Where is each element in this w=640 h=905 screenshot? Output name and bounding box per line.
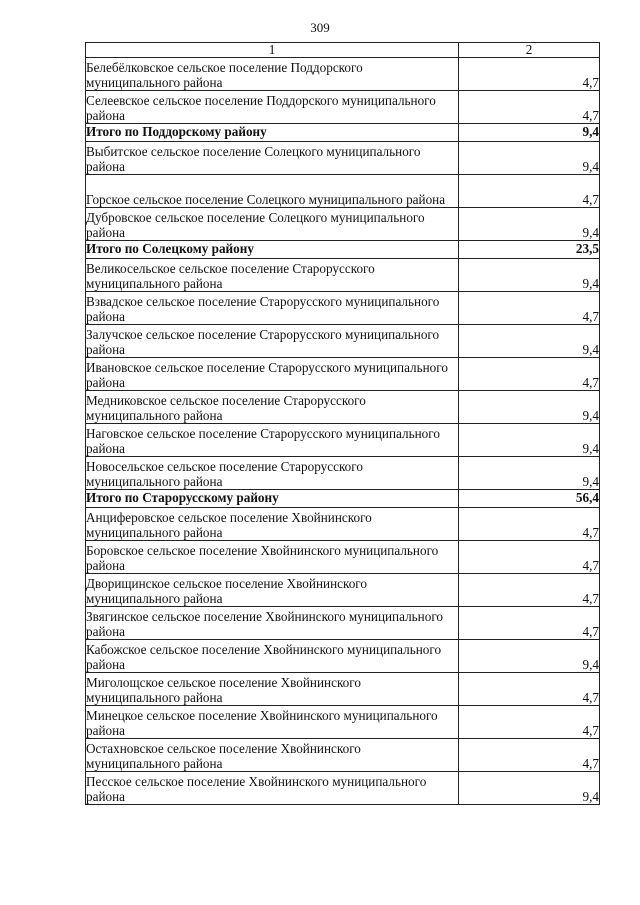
value-cell: 9,4 <box>459 772 600 805</box>
value-cell: 9,4 <box>459 142 600 175</box>
table-row <box>86 607 600 640</box>
table-row <box>86 574 600 607</box>
table-row <box>86 358 600 391</box>
settlement-name-cell: Наговское сельское поселение Старорусского муниципального района <box>86 424 459 457</box>
value-cell: 4,7 <box>459 574 600 607</box>
settlement-name-cell: Анциферовское сельское поселение Хвойнинского муниципального района <box>86 508 459 541</box>
value-cell: 4,7 <box>459 58 600 91</box>
value-cell: 4,7 <box>459 673 600 706</box>
settlement-name-cell: Звягинское сельское поселение Хвойнинского муниципального района <box>86 607 459 640</box>
settlement-name-cell: Дубровское сельское поселение Солецкого муниципального района <box>86 208 459 241</box>
settlement-name-cell: Взвадское сельское поселение Старорусского муниципального района <box>86 292 459 325</box>
table-row <box>86 142 600 175</box>
table-header-row <box>86 43 600 58</box>
value-cell: 4,7 <box>459 706 600 739</box>
table-row <box>86 175 600 208</box>
value-cell: 9,4 <box>459 259 600 292</box>
value-cell: 4,7 <box>459 175 600 208</box>
table-row <box>86 541 600 574</box>
settlement-name-cell: Дворищинское сельское поселение Хвойнинского муниципального района <box>86 574 459 607</box>
table-total-row <box>86 241 600 259</box>
value-cell: 4,7 <box>459 541 600 574</box>
table-row <box>86 325 600 358</box>
table-row <box>86 259 600 292</box>
settlement-name-cell: Минецкое сельское поселение Хвойнинского муниципального района <box>86 706 459 739</box>
settlement-name-cell: Боровское сельское поселение Хвойнинского муниципального района <box>86 541 459 574</box>
settlement-name-cell: Ивановское сельское поселение Старорусского муниципального района <box>86 358 459 391</box>
total-value-cell: 23,5 <box>459 241 600 259</box>
table-row <box>86 292 600 325</box>
value-cell: 4,7 <box>459 91 600 124</box>
table-body <box>86 58 600 805</box>
value-cell: 9,4 <box>459 325 600 358</box>
value-cell: 9,4 <box>459 640 600 673</box>
value-cell: 9,4 <box>459 457 600 490</box>
settlement-name-cell: Остахновское сельское поселение Хвойнинского муниципального района <box>86 739 459 772</box>
settlement-name-cell: Белебёлковское сельское поселение Поддорского муниципального района <box>86 58 459 91</box>
settlement-name-cell: Новосельское сельское поселение Старорусского муниципального района <box>86 457 459 490</box>
settlement-name-cell: Выбитское сельское поселение Солецкого муниципального района <box>86 142 459 175</box>
table-row <box>86 706 600 739</box>
settlement-name-cell: Миголощское сельское поселение Хвойнинского муниципального района <box>86 673 459 706</box>
table-row <box>86 739 600 772</box>
table-total-row <box>86 124 600 142</box>
value-cell: 4,7 <box>459 508 600 541</box>
table-row <box>86 208 600 241</box>
total-value-cell: 9,4 <box>459 124 600 142</box>
table-row <box>86 58 600 91</box>
settlement-name-cell: Кабожское сельское поселение Хвойнинского муниципального района <box>86 640 459 673</box>
page-number: 309 <box>310 20 330 35</box>
table-total-row <box>86 490 600 508</box>
total-label-cell: Итого по Солецкому району <box>86 241 459 259</box>
settlement-name-cell: Медниковское сельское поселение Старорусского муниципального района <box>86 391 459 424</box>
settlement-name-cell: Горское сельское поселение Солецкого муниципального района <box>86 175 459 208</box>
total-label-cell: Итого по Старорусскому району <box>86 490 459 508</box>
table-row <box>86 424 600 457</box>
value-cell: 4,7 <box>459 358 600 391</box>
column-header-1: 1 <box>86 43 459 58</box>
value-cell: 4,7 <box>459 739 600 772</box>
value-cell: 4,7 <box>459 292 600 325</box>
table-row <box>86 640 600 673</box>
settlement-name-cell: Селеевское сельское поселение Поддорского муниципального района <box>86 91 459 124</box>
table-row <box>86 457 600 490</box>
total-label-cell: Итого по Поддорскому району <box>86 124 459 142</box>
allocation-table <box>85 42 600 805</box>
value-cell: 9,4 <box>459 208 600 241</box>
table-row <box>86 91 600 124</box>
settlement-name-cell: Песское сельское поселение Хвойнинского муниципального района <box>86 772 459 805</box>
value-cell: 9,4 <box>459 424 600 457</box>
column-header-2: 2 <box>459 43 600 58</box>
table-row <box>86 772 600 805</box>
table-row <box>86 508 600 541</box>
table-row <box>86 391 600 424</box>
total-value-cell: 56,4 <box>459 490 600 508</box>
settlement-name-cell: Залучское сельское поселение Старорусского муниципального района <box>86 325 459 358</box>
value-cell: 4,7 <box>459 607 600 640</box>
value-cell: 9,4 <box>459 391 600 424</box>
settlement-name-cell: Великосельское сельское поселение Старорусского муниципального района <box>86 259 459 292</box>
table-row <box>86 673 600 706</box>
